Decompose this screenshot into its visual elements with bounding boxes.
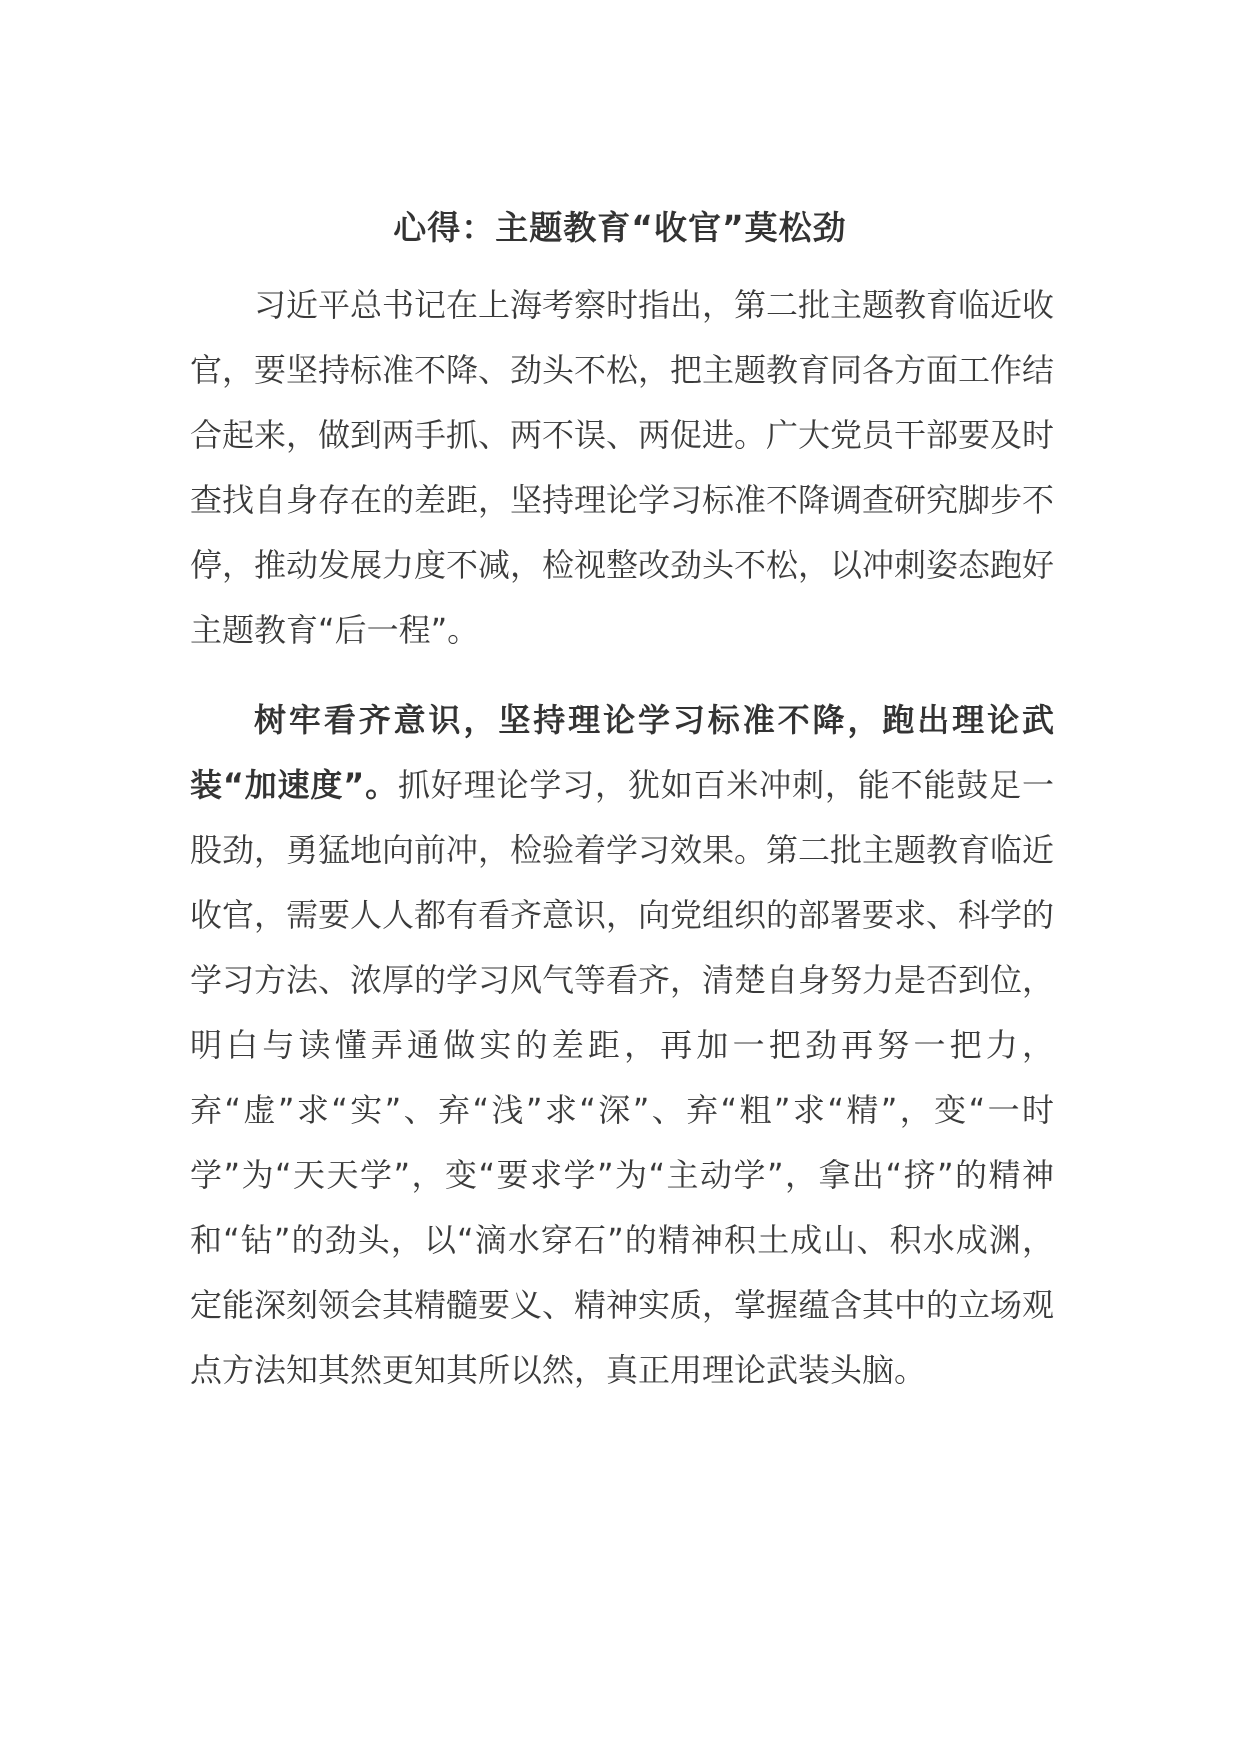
document-title: 心得：主题教育“收官”莫松劲 xyxy=(393,208,847,247)
paragraph-theory-study-text: 抓好理论学习，犹如百米冲刺，能不能鼓足一股劲，勇猛地向前冲，检验着学习效果。第二批主题教育临近收官，需要人人都有看齐意识，向党组织的部署要求、科学的学习方法、浓厚的学习风气等看齐，清楚自身努力是否到位，明白与读懂弄通做实的差距，再加一把劲再努一把力，弃“虚”求“实”、弃“浅”求“深”、弃“粗”求“精”，变“一时学”为“天天学”，变“要求学”为“主动学”，拿出“挤”的精神和“钻”的劲头，以“滴水穿石”的精神积土成山、积水成渊，定能深刻领会其精髓要义、精神实质，掌握蕴含其中的立场观点方法知其然更知其所以然，真正用理论武装头脑。 xyxy=(190,766,1055,1389)
paragraph-intro-text: 习近平总书记在上海考察时指出，第二批主题教育临近收官，要坚持标准不降、劲头不松，把主题教育同各方面工作结合起来，做到两手抓、两不误、两促进。广大党员干部要及时查找自身存在的差距，坚持理论学习标准不降调查研究脚步不停，推动发展力度不减，检视整改劲头不松，以冲刺姿态跑好主题教育“后一程”。 xyxy=(190,286,1055,649)
paragraph-theory-study xyxy=(190,688,1054,1403)
paragraph-theory-study-lead: 树牢看齐意识，坚持理论学习标准不降，跑出理论武装“加速度”。 xyxy=(190,701,1054,804)
paragraph-intro xyxy=(190,273,1054,663)
